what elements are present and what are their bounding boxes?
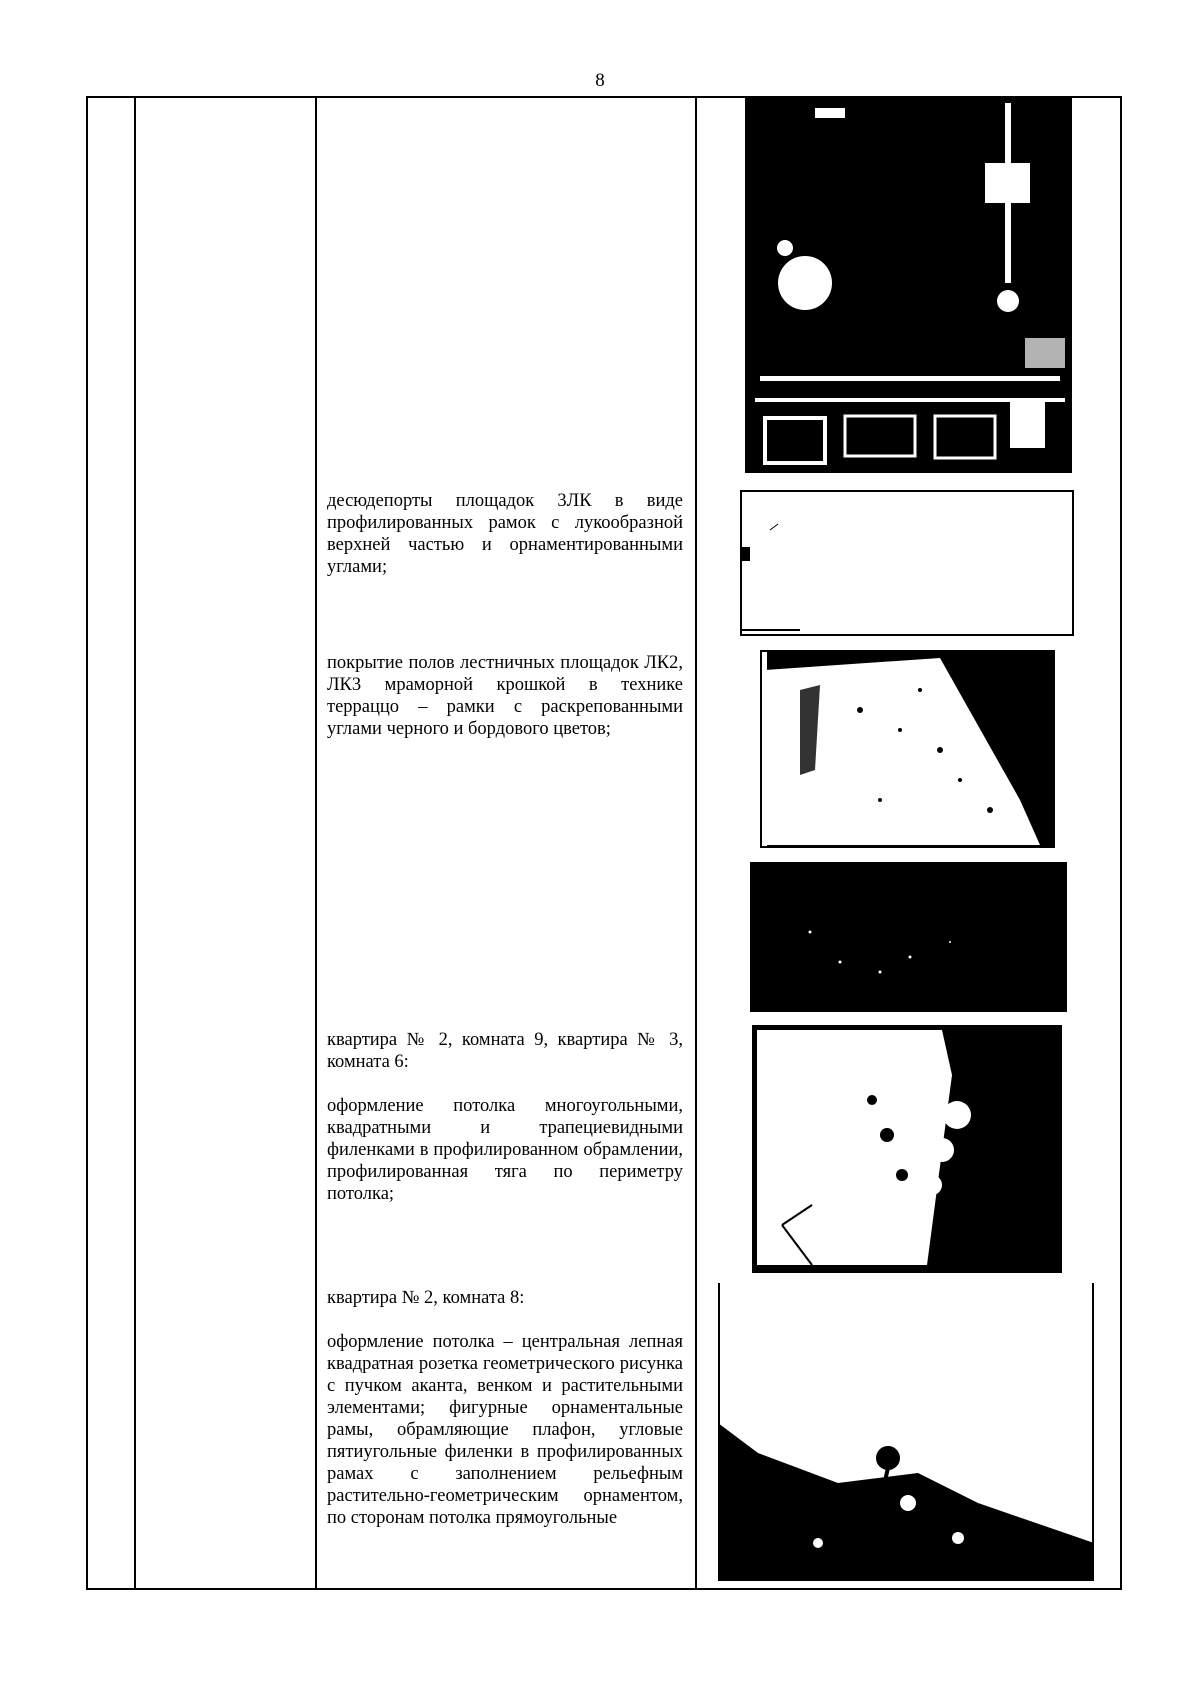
column-divider [134, 98, 136, 1588]
floor-covering-description: покрытие полов лестничных площадок ЛК2, ЛК3 мраморной крошкой в технике терраццо – рамки с раскрепованными углами черного и бордового цветов; [327, 653, 683, 739]
desudeport-photo [740, 490, 1074, 636]
ceiling-description-room-8: квартира № 2, комната 8: оформление потолка – центральная лепная квадратная розетка геометрического рисунка с пучком аканта, венком и растительными элементами; фигурные орнаментальные рамы, обрамляющие плафон, угловые пятиугольные филенки в профилированных рамах с заполнением рельефным растительно-геометрическим орнаментом, по сторонам потолка прямоугольные [327, 1288, 683, 1528]
terrazzo-floor-photo [760, 650, 1055, 848]
column-divider [695, 98, 697, 1588]
ceiling-photo-room-8 [718, 1283, 1094, 1581]
desudeport-description: десюдепорты площадок 3ЛК в виде профилированных рамок с лукообразной верхней частью и орнаментированными углами; [327, 491, 683, 577]
ceiling-photo-rooms-9-6 [752, 1025, 1062, 1273]
floor-border-photo [750, 862, 1067, 1012]
page-number: 8 [595, 70, 605, 91]
column-divider [315, 98, 317, 1588]
staircase-photo [745, 98, 1072, 473]
ceiling-description-rooms-9-6: квартира № 2, комната 9, квартира № 3, комната 6: оформление потолка многоугольными, квадратными и трапециевидными филенками в профилированном обрамлении, профилированная тяга по периметру потолка; [327, 1030, 683, 1204]
